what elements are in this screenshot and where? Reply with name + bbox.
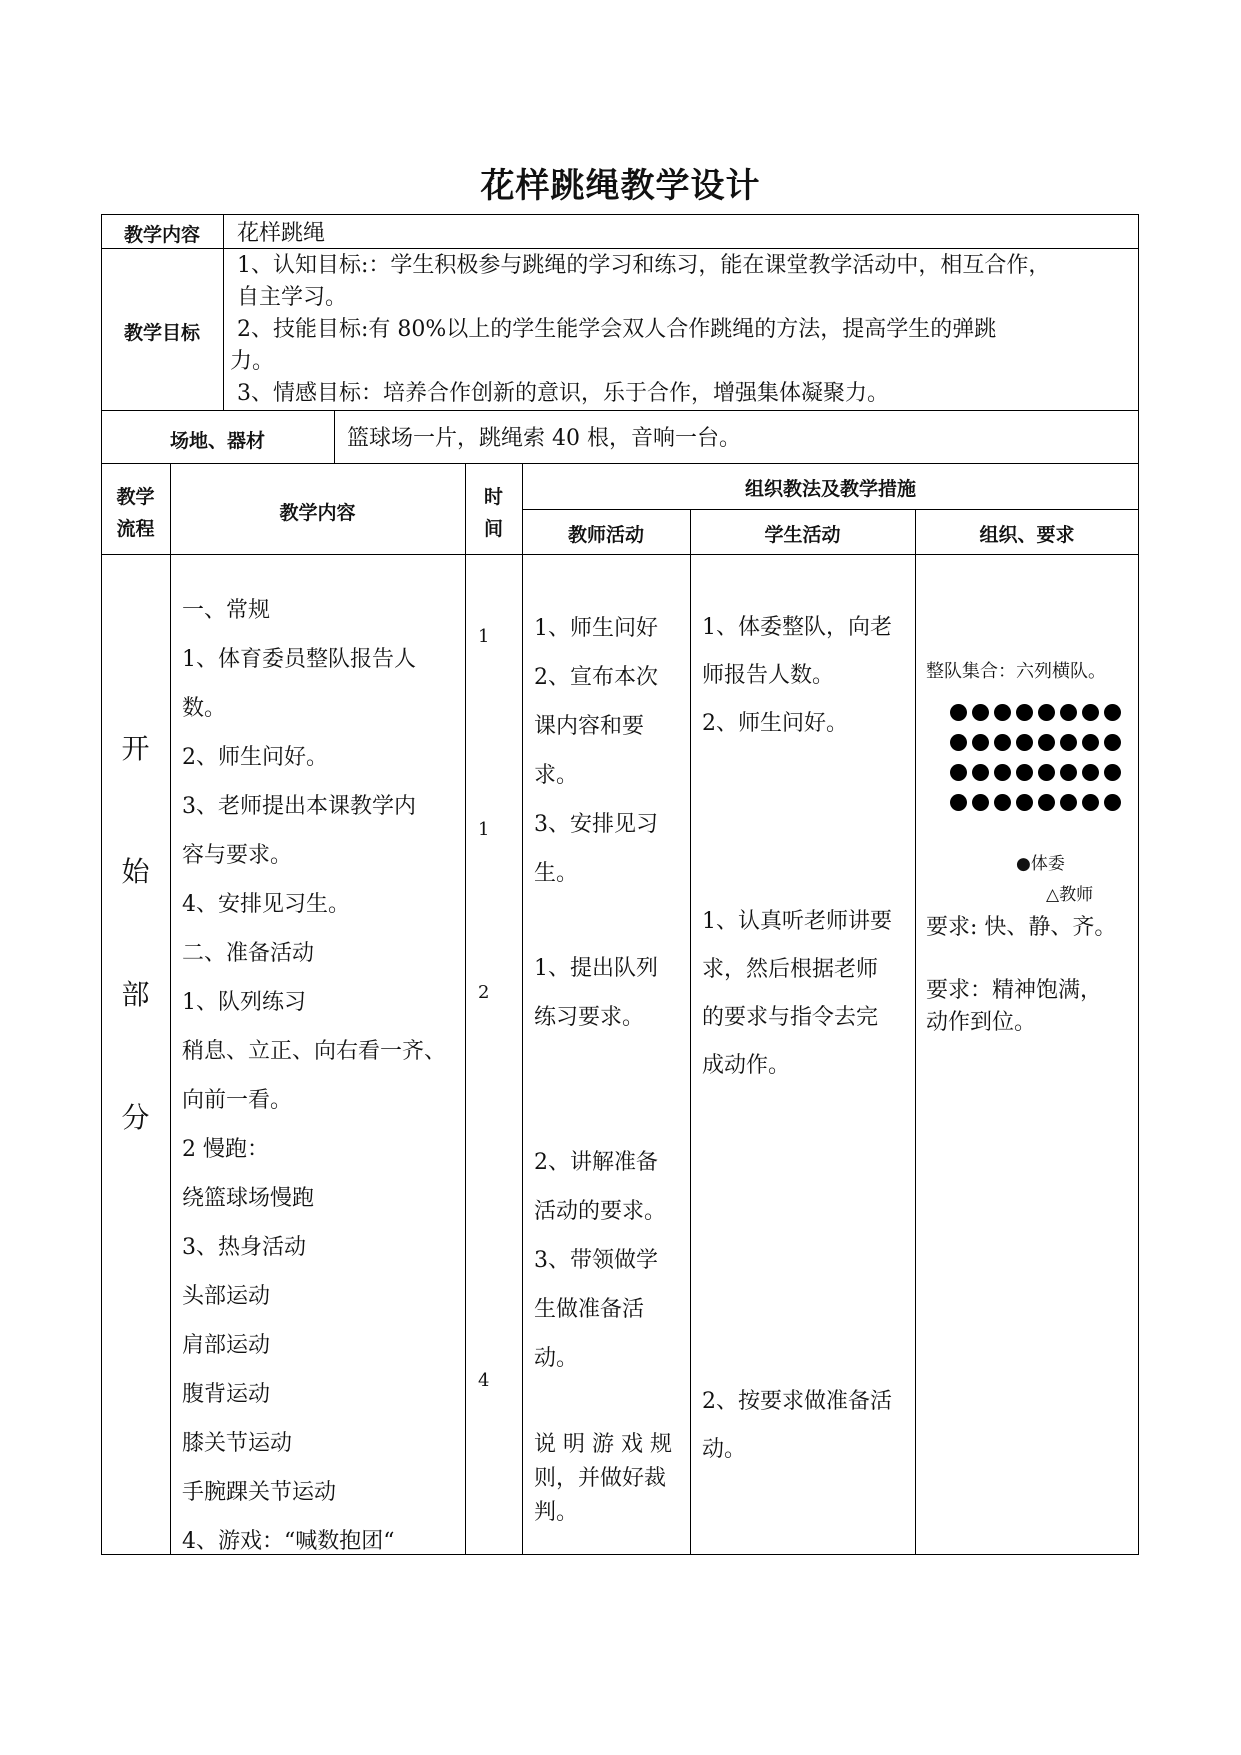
- content-line: 1、体育委员整队报告人: [182, 647, 416, 672]
- venue-label: 场地、器材: [169, 430, 265, 452]
- content-line: 数。: [182, 696, 227, 721]
- student-dot-icon: [1060, 734, 1077, 751]
- teacher-line: 生。: [534, 861, 579, 886]
- teacher-line: 说 明 游 戏 规: [534, 1432, 672, 1457]
- header-flow-line: 流程: [116, 518, 155, 540]
- student-line: 1、体委整队，向老: [702, 615, 892, 640]
- teacher-marker: △教师: [1046, 885, 1094, 905]
- content-line: 4、安排见习生。: [182, 892, 350, 917]
- requirement-2: [926, 975, 1102, 1039]
- student-dot-icon: [994, 794, 1011, 811]
- student-dot-icon: [1038, 764, 1055, 781]
- col-divider: [223, 214, 224, 410]
- header-requirements: 组织、要求: [979, 524, 1075, 546]
- row-divider: [101, 463, 1139, 464]
- student-dot-icon: [1082, 764, 1099, 781]
- student-dot-icon: [1104, 704, 1121, 721]
- content-line: 肩部运动: [182, 1333, 271, 1358]
- teacher-line: 判。: [534, 1500, 579, 1525]
- header-flow: [101, 481, 170, 545]
- goal-line: 2、技能目标:有 80%以上的学生能学会双人合作跳绳的方法，提高学生的弹跳: [237, 317, 997, 342]
- content-list: [182, 586, 446, 1566]
- teacher-line: 则，并做好裁: [534, 1466, 667, 1491]
- student-dot-icon: [994, 704, 1011, 721]
- committee-marker: ●体委: [1016, 854, 1065, 874]
- header-teacher: 教师活动: [567, 524, 644, 546]
- student-dot-icon: [1082, 734, 1099, 751]
- content-line: 向前一看。: [182, 1088, 293, 1113]
- row-divider: [101, 248, 1139, 249]
- teacher-line: 2、宣布本次: [534, 665, 658, 690]
- student-dot-icon: [972, 704, 989, 721]
- student-dot-icon: [950, 734, 967, 751]
- section-char: 始: [121, 855, 150, 888]
- student-dot-icon: [1082, 794, 1099, 811]
- content-line: 稍息、立正、向右看一齐、: [182, 1039, 447, 1064]
- content-line: 1、队列练习: [182, 990, 306, 1015]
- table-border-right: [1138, 214, 1139, 1555]
- goal-line: 自主学习。: [237, 285, 348, 310]
- content-value: 花样跳绳: [237, 221, 326, 246]
- student-dot-icon: [1016, 734, 1033, 751]
- student-line: 的要求与指令去完: [702, 1005, 879, 1030]
- content-line: 4、游戏：“喊数抱团“: [182, 1529, 395, 1554]
- teacher-line: 1、提出队列: [534, 956, 658, 981]
- student-dot-icon: [1104, 794, 1121, 811]
- student-line: 2、师生问好。: [702, 711, 848, 736]
- teacher-line: 课内容和要: [534, 714, 645, 739]
- student-dot-icon: [1038, 794, 1055, 811]
- student-line: 2、按要求做准备活: [702, 1389, 892, 1414]
- section-char: 部: [121, 978, 150, 1011]
- student-dot-icon: [1016, 794, 1033, 811]
- time-value: 4: [478, 1370, 490, 1391]
- header-flow-line: 教学: [116, 486, 155, 508]
- content-line: 二、准备活动: [182, 941, 315, 966]
- header-student: 学生活动: [764, 524, 841, 546]
- header-time-line: 时: [483, 486, 503, 508]
- student-dot-icon: [1016, 764, 1033, 781]
- teacher-line: 活动的要求。: [534, 1199, 667, 1224]
- student-block: [702, 898, 892, 1090]
- requirement-line: 动作到位。: [926, 1010, 1037, 1035]
- student-dot-icon: [950, 794, 967, 811]
- row-divider: [101, 554, 1139, 555]
- content-line: 头部运动: [182, 1284, 271, 1309]
- formation-row: [950, 727, 1121, 757]
- teacher-line: 练习要求。: [534, 1005, 645, 1030]
- student-dot-icon: [1060, 764, 1077, 781]
- venue-value: 篮球场一片，跳绳索 40 根，音响一台。: [347, 426, 741, 451]
- student-dot-icon: [1060, 704, 1077, 721]
- row-divider: [101, 410, 1139, 411]
- formation-row: [950, 697, 1121, 727]
- student-dot-icon: [972, 734, 989, 751]
- col-divider: [522, 463, 523, 1554]
- content-line: 3、热身活动: [182, 1235, 306, 1260]
- student-dot-icon: [950, 764, 967, 781]
- goal-line: 3、情感目标：培养合作创新的意识，乐于合作，增强集体凝聚力。: [237, 381, 889, 406]
- student-dot-icon: [1038, 734, 1055, 751]
- student-line: 动。: [702, 1437, 747, 1462]
- col-divider: [334, 410, 335, 463]
- student-dot-icon: [994, 764, 1011, 781]
- content-line: 膝关节运动: [182, 1431, 293, 1456]
- col-divider: [690, 509, 691, 1554]
- time-value: 1: [478, 626, 490, 647]
- teacher-line: 3、安排见习: [534, 812, 658, 837]
- requirement-line: 要求：精神饱满，: [926, 978, 1103, 1003]
- content-line: 腹背运动: [182, 1382, 271, 1407]
- formation-row: [950, 787, 1121, 817]
- content-line: 容与要求。: [182, 843, 293, 868]
- student-block: [702, 1378, 892, 1474]
- header-org-methods: 组织教法及教学措施: [744, 478, 916, 500]
- content-line: 2、师生问好。: [182, 745, 328, 770]
- content-line: 2 慢跑：: [182, 1137, 269, 1162]
- content-line: 手腕踝关节运动: [182, 1480, 337, 1505]
- section-char: 分: [121, 1101, 150, 1134]
- section-char: 开: [121, 732, 150, 765]
- content-label: 教学内容: [123, 224, 200, 246]
- page-title: 花样跳绳教学设计: [480, 166, 761, 206]
- student-dot-icon: [950, 704, 967, 721]
- goals-list: [230, 250, 1051, 410]
- student-dot-icon: [972, 794, 989, 811]
- table-border-top: [101, 214, 1139, 215]
- formation-diagram: [950, 697, 1121, 817]
- teacher-line: 动。: [534, 1346, 579, 1371]
- student-dot-icon: [994, 734, 1011, 751]
- student-dot-icon: [1104, 764, 1121, 781]
- goal-line: 1、认知目标:：学生积极参与跳绳的学习和练习，能在课堂教学活动中，相互合作，: [237, 253, 1051, 278]
- goal-line: 力。: [230, 349, 275, 374]
- teacher-block: [534, 1138, 666, 1383]
- formation-text: 整队集合：六列横队。: [926, 661, 1106, 682]
- formation-row: [950, 757, 1121, 787]
- row-divider: [522, 509, 1139, 510]
- teacher-line: 生做准备活: [534, 1297, 645, 1322]
- student-block: [702, 604, 892, 748]
- teacher-block: [534, 604, 658, 898]
- col-divider: [915, 509, 916, 1554]
- student-line: 师报告人数。: [702, 663, 835, 688]
- student-line: 求，然后根据老师: [702, 957, 879, 982]
- student-dot-icon: [1038, 704, 1055, 721]
- time-value: 1: [478, 819, 490, 840]
- teacher-line: 1、师生问好: [534, 616, 658, 641]
- student-dot-icon: [1060, 794, 1077, 811]
- header-time: [465, 481, 522, 545]
- content-line: 3、老师提出本课教学内: [182, 794, 416, 819]
- student-line: 成动作。: [702, 1053, 791, 1078]
- time-value: 2: [478, 982, 490, 1003]
- teacher-line: 求。: [534, 763, 579, 788]
- teacher-block: [534, 944, 658, 1042]
- goal-label: 教学目标: [123, 322, 200, 344]
- col-divider: [170, 463, 171, 1554]
- requirement-1: 要求: 快、静、齐。: [926, 915, 1117, 940]
- teacher-line: 2、讲解准备: [534, 1150, 658, 1175]
- header-content: 教学内容: [279, 502, 356, 524]
- header-time-line: 间: [483, 518, 503, 540]
- student-line: 1、认真听老师讲要: [702, 909, 892, 934]
- col-divider: [465, 463, 466, 1554]
- student-dot-icon: [1016, 704, 1033, 721]
- student-dot-icon: [1104, 734, 1121, 751]
- content-line: 绕篮球场慢跑: [182, 1186, 315, 1211]
- content-line: 一、常规: [182, 598, 271, 623]
- student-dot-icon: [1082, 704, 1099, 721]
- teacher-block: [534, 1428, 672, 1530]
- teacher-line: 3、带领做学: [534, 1248, 658, 1273]
- student-dot-icon: [972, 764, 989, 781]
